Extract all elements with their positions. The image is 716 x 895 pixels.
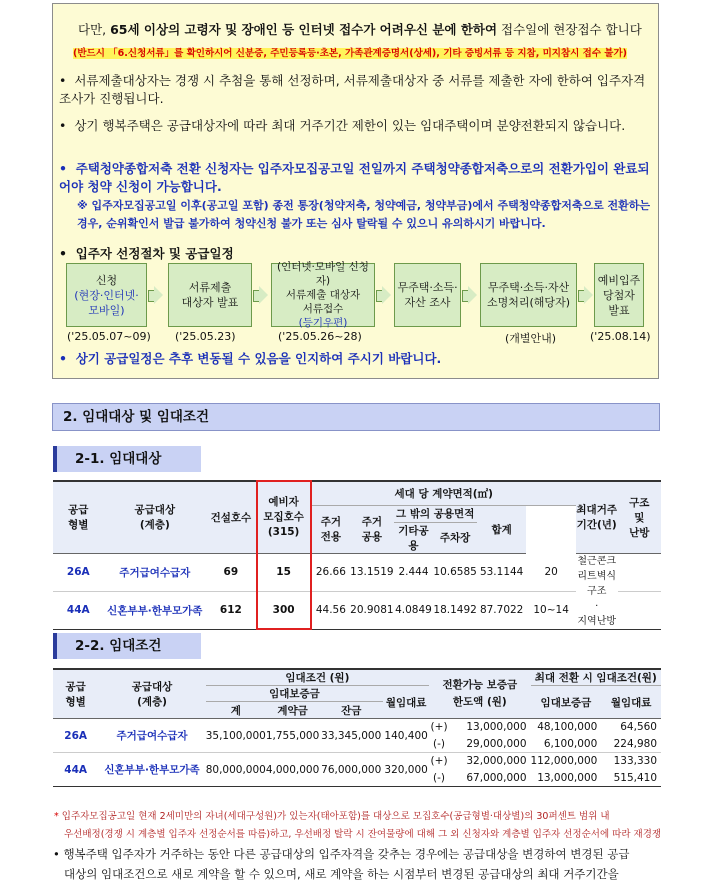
flow-date-announce: ('25.08.14) — [590, 330, 651, 343]
cell-max-deposit: 48,100,000 — [537, 721, 598, 734]
footnote-line-4: 대상의 임대조건으로 새로 계약을 할 수 있으며, 새로 계약을 하는 시점부터 변경된 공급대상의 최대 거주기간을 — [64, 867, 619, 881]
cell-type: 44A — [64, 763, 88, 776]
cell-target: 주거급여수급자 — [116, 730, 188, 742]
subsection-header-conditions: 2-2. 임대조건 — [53, 633, 201, 659]
cell-rent: 320,000 — [384, 763, 428, 776]
flow-arrow-head — [259, 286, 268, 304]
cell-max-rent: 64,560 — [620, 721, 657, 734]
cell-target: 주거급여수급자 — [119, 566, 191, 579]
th-balance: 잔금 — [319, 702, 383, 719]
th-contract: 계약금 — [266, 702, 319, 719]
th-rent: 월임대료 — [383, 686, 429, 719]
cell-structure: 철근콘크리트벽식구조 · 지역난방 — [577, 555, 617, 627]
flow-arrow-head — [382, 286, 391, 304]
th-target: 공급대상 (계층) — [98, 669, 205, 719]
cell-sum: 80,000,000 — [205, 763, 266, 776]
notice-box — [52, 3, 659, 379]
subsection-header-target: 2-1. 임대대상 — [53, 446, 201, 472]
cell-contract: 4,000,000 — [265, 763, 320, 776]
cell-sign: (-) — [433, 771, 446, 784]
cell-total: 53.1144 — [479, 566, 524, 578]
cell-limit: 32,000,000 — [466, 755, 527, 768]
table-row — [53, 553, 661, 591]
flow-step-apply: 신청 (현장·인터넷· 모바일) — [66, 263, 147, 327]
cell-parking: 10.6585 — [433, 566, 477, 578]
th-other: 그 밖의 공용면적 — [394, 505, 477, 522]
th-maxyears: 최대거주 기간(년) — [576, 481, 618, 553]
cell-type: 26A — [66, 566, 90, 578]
cell-type: 44A — [66, 604, 90, 616]
cell-max-rent: 224,980 — [613, 737, 657, 750]
flow-date-doc-submit: ('25.05.26~28) — [278, 330, 362, 343]
cell-balance: 76,000,000 — [321, 763, 382, 776]
th-target: 공급대상 (계층) — [104, 481, 207, 553]
table-row — [53, 591, 661, 629]
table-row — [53, 719, 661, 736]
flow-date-apply: ('25.05.07~09) — [67, 330, 151, 343]
footnote-line-3: • 행복주택 입주자가 거주하는 동안 다른 공급대상의 입주자격을 갖추는 경우에는 공급대상을 변경하여 변경된 공급 — [53, 847, 630, 861]
flow-step-doc-announce: 서류제출 대상자 발표 — [168, 263, 252, 327]
th-parking: 주차장 — [433, 522, 476, 553]
cell-target: 신혼부부·한부모가족 — [107, 604, 203, 617]
cell-rent: 140,400 — [384, 729, 428, 742]
cell-reserve: 300 — [257, 591, 311, 629]
rental-target-table — [53, 480, 661, 630]
cell-balance: 33,345,000 — [321, 729, 382, 742]
th-build: 건설호수 — [206, 481, 257, 553]
bullet-max-residence: • 상기 행복주택은 공급대상자에 따라 최대 거주기간 제한이 있는 임대주택이며 분양전환되지 않습니다. — [59, 118, 626, 133]
footnote-line-2: 우선배정(경쟁 시 계층별 입주자 선정순서를 따름)하고, 우선배정 탈락 시 잔여물량에 대해 그 외 신청자와 계층별 입주자 선정순서에 따라 재경쟁 — [64, 829, 662, 840]
cell-reserve: 15 — [257, 553, 311, 591]
bullet-document-target: • 서류제출대상자는 경쟁 시 추첨을 통해 선정하며, 서류제출대상자 중 서류를 제출한 자에 한하여 입주자격 조사가 진행됩니다. — [59, 73, 646, 106]
cell-build: 612 — [219, 604, 242, 616]
th-deposit: 임대보증금 — [206, 686, 383, 702]
th-other-common: 기타공용 — [394, 522, 434, 553]
th-reserve: 예비자 모집호수 (315) — [257, 481, 311, 553]
cell-live: 44.56 — [315, 604, 346, 616]
flow-step-doc-submit: (인터넷·모바일 신청자) 서류제출 대상자 서류접수 (등기우편) — [271, 263, 375, 327]
cell-contract: 1,755,000 — [265, 729, 320, 742]
cell-years: 20 — [544, 565, 558, 578]
cell-live: 26.66 — [315, 566, 346, 578]
cell-total: 87.7022 — [479, 604, 524, 616]
flow-date-doc-announce: ('25.05.23) — [175, 330, 236, 343]
th-structure: 구조 및 난방 — [618, 481, 661, 553]
th-max-deposit: 임대보증금 — [531, 686, 602, 719]
th-area: 세대 당 계약면적(㎡) — [311, 481, 576, 505]
cell-target: 신혼부부·한부모가족 — [104, 764, 200, 776]
cell-other: 4.0849 — [395, 604, 432, 616]
th-max: 최대 전환 시 임대조건(원) — [531, 669, 662, 686]
th-type: 공급 형별 — [53, 669, 98, 719]
bullet-schedule-change: • 상기 공급일정은 추후 변동될 수 있음을 인지하여 주시기 바랍니다. — [59, 351, 442, 366]
cell-build: 69 — [223, 566, 239, 578]
cell-limit: 13,000,000 — [466, 721, 527, 734]
cell-max-rent: 133,330 — [613, 755, 657, 768]
notice-required-docs: (반드시 「6.신청서류」를 확인하시어 신분증, 주민등록등·초본, 가족관계증명서(상세), 기타 증빙서류 등 지참, 미지참시 접수 불가) — [73, 48, 627, 59]
rental-conditions-table — [53, 668, 661, 787]
th-sum: 계 — [206, 702, 266, 719]
cell-max-deposit: 112,000,000 — [530, 755, 598, 768]
cell-max-rent: 515,410 — [613, 771, 657, 784]
flow-arrow-head — [468, 286, 477, 304]
cell-common: 20.9081 — [350, 604, 394, 616]
cell-limit: 67,000,000 — [466, 771, 527, 784]
cell-sum: 35,100,000 — [205, 729, 266, 742]
table-row — [53, 753, 661, 770]
th-live: 주거 전용 — [311, 505, 351, 553]
flow-date-appeal: (개별안내) — [505, 332, 557, 345]
cell-limit: 29,000,000 — [466, 737, 527, 750]
bullet-schedule-title: • 입주자 선정절차 및 공급일정 — [59, 246, 234, 261]
cell-years: 10~14 — [533, 604, 569, 616]
th-common: 주거 공용 — [350, 505, 393, 553]
cell-sign: (+) — [430, 755, 448, 768]
cell-common: 13.1519 — [350, 566, 394, 578]
th-type: 공급 형별 — [53, 481, 104, 553]
footnote-line-1: * 입주자모집공고일 현재 2세미만의 자녀(세대구성원)가 있는자(태아포함)를 대상으로 모집호수(공급형별·대상별)의 30퍼센트 범위 내 — [54, 811, 610, 822]
cell-other: 2.444 — [398, 566, 429, 578]
th-max-rent: 월임대료 — [601, 686, 661, 719]
cell-sign: (-) — [433, 737, 446, 750]
th-limit: 전환가능 보증금 한도액 (원) — [429, 669, 530, 719]
cell-type: 26A — [64, 729, 88, 742]
cell-max-deposit: 13,000,000 — [537, 771, 598, 784]
flow-arrow-head — [584, 286, 593, 304]
flow-step-appeal: 무주택·소득·자산 소명처리(해당자) — [480, 263, 577, 327]
notice-line-1: 다만, 65세 이상의 고령자 및 장애인 등 인터넷 접수가 어려우신 분에 한하여 접수일에 현장접수 합니다 — [78, 22, 642, 37]
cell-max-deposit: 6,100,000 — [543, 737, 598, 750]
cell-sign: (+) — [430, 721, 448, 734]
flow-arrow-head — [154, 286, 163, 304]
flow-step-announce: 예비입주 당첨자 발표 — [594, 263, 644, 327]
bullet-savings-conversion: • 주택청약종합저축 전환 신청자는 입주자모집공고일 전일까지 주택청약종합저축으로의 전환가입이 완료되어야 청약 신청이 가능합니다. — [59, 161, 650, 194]
flow-step-asset-check: 무주택·소득· 자산 조사 — [394, 263, 461, 327]
th-cond: 임대조건 (원) — [206, 669, 429, 686]
note-conversion-warning: ※ 입주자모집공고일 이후(공고일 포함) 종전 통장(청약저축, 청약예금, 청약부금)에서 주택청약종합저축으로 전환하는 경우, 순위확인서 발급 불가하여 청약신청 불가 또는 심사 탈락될 수 있으니 유의하시기 바랍니다. — [77, 199, 651, 230]
section-header-rental: 2. 임대대상 및 임대조건 — [52, 403, 660, 431]
cell-parking: 18.1492 — [433, 604, 477, 616]
th-total: 합계 — [477, 505, 527, 553]
